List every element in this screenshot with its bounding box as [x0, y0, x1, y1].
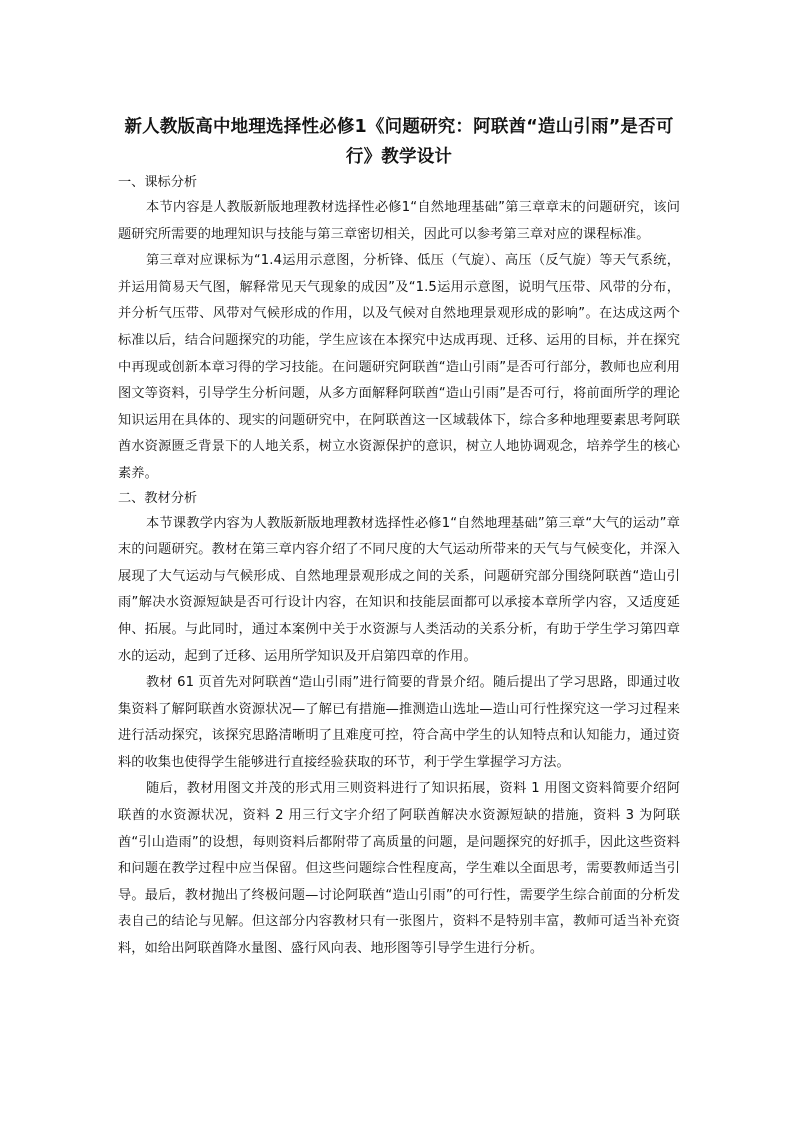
body-paragraph: 本节课教学内容为人教版新版地理教材选择性必修1“自然地理基础”第三章“大气的运动”章末的问题研究。教材在第三章内容介绍了不同尺度的大气运动所带来的天气与气候变化，并深入展现了大气运动与气候形成、自然地理景观形成之间的关系，问题研究部分围绕阿联酋“造山引雨”解决水资源短缺是否可行设计内容，在知识和技能层面都可以承接本章所学内容，又适度延伸、拓展。与此同时，通过本案例中关于水资源与人类活动的关系分析，有助于学生学习第四章水的运动，起到了迁移、运用所学知识及开启第四章的作用。	[118, 515, 680, 664]
section-heading: 二、教材分析	[118, 490, 198, 506]
document-title: 新人教版高中地理选择性必修1《问题研究：阿联酋“造山引雨”是否可行》教学设计	[124, 117, 674, 167]
section-curriculum-analysis	[118, 172, 680, 488]
body-paragraph: 随后，教材用图文并茂的形式用三则资料进行了知识拓展，资料 1 用图文资料简要介绍阿联酋的水资源状况，资料 2 用三行文字介绍了阿联酋解决水资源短缺的措施，资料 3 为阿联酋“引山造雨”的设想，每则资料后都附带了高质量的问题，是问题探究的好抓手，因此这些资料和问题在教学过程中应当保留。但这些问题综合性程度高，学生难以全面思考，需要教师适当引导。最后，教材抛出了终极问题—讨论阿联酋“造山引雨”的可行性，需要学生综合前面的分析发表自己的结论与见解。但这部分内容教材只有一张图片，资料不是特别丰富，教师可适当补充资料，如给出阿联酋降水量图、盛行风向表、地形图等引导学生进行分析。	[118, 781, 680, 957]
body-paragraph: 教材 61 页首先对阿联酋“造山引雨”进行简要的背景介绍。随后提出了学习思路，即通过收集资料了解阿联酋水资源状况—了解已有措施—推测造山选址—造山可行性探究这一学习过程来进行活动探究，该探究思路清晰明了且难度可控，符合高中学生的认知特点和认知能力，通过资料的收集也使得学生能够进行直接经验获取的环节，利于学生掌握学习方法。	[118, 675, 680, 770]
document-page	[118, 112, 680, 963]
section-heading: 一、课标分析	[118, 175, 198, 190]
body-paragraph: 本节内容是人教版新版地理教材选择性必修1“自然地理基础”第三章章末的问题研究，该问题研究所需要的地理知识与技能与第三章密切相关，因此可以参考第三章对应的课程标准。	[118, 200, 680, 242]
section-textbook-analysis	[118, 488, 680, 963]
body-paragraph: 第三章对应课标为“1.4运用示意图，分析锋、低压（气旋）、高压（反气旋）等天气系统，并运用简易天气图，解释常见天气现象的成因”及“1.5运用示意图，说明气压带、风带的分布，并分析气压带、风带对气候形成的作用，以及气候对自然地理景观形成的影响”。在达成这两个标准以后，结合问题探究的功能，学生应该在本探究中达成再现、迁移、运用的目标，并在探究中再现或创新本章习得的学习技能。在问题研究阿联酋“造山引雨”是否可行部分，教师也应利用图文等资料，引导学生分析问题，从多方面解释阿联酋“造山引雨”是否可行，将前面所学的理论知识运用在具体的、现实的问题研究中，在阿联酋这一区域载体下，综合多种地理要素思考阿联酋水资源匮乏背景下的人地关系，树立水资源保护的意识，树立人地协调观念，培养学生的核心素养。	[118, 253, 680, 481]
